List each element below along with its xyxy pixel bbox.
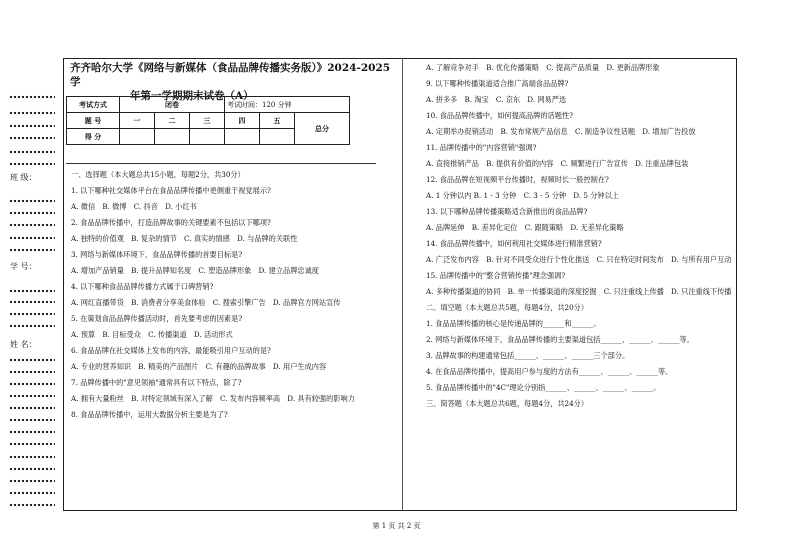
seal-line-dots [9,370,55,374]
seal-line-dots [9,382,55,386]
seal-line-dots [9,248,55,252]
exam-time: 考试时间：120 分钟 [225,97,350,113]
seal-line-dots [9,455,55,459]
options-text: A. 直接推销产品 B. 提供有价值的内容 C. 频繁进行广告宣传 D. 注重品牌包装 [426,159,689,168]
question-text: 11. 品牌传播中的"内容营销"强调? [426,143,537,152]
fill-question: 2. 网络与新媒体环境下，食品品牌传播的主要渠道包括______、______、______等。 [426,335,694,344]
part-3: 三 [190,113,225,129]
options-text: A. 拥有大量粉丝 B. 对特定领域有深入了解 C. 发布内容频率高 D. 具有较强的影响力 [71,394,355,403]
score-cell [155,129,190,145]
score-table [66,96,350,145]
options-text: A. 了解竞争对手 B. 优化传播策略 C. 提高产品质量 D. 更新品牌形象 [426,63,660,72]
question-text: 9. 以下哪种传播渠道适合推广高端食品品牌? [426,79,569,88]
seal-line-dots [9,430,55,434]
seal-line-dots [9,150,55,154]
exam-title-line2: 年第一学期期末试卷（A） [130,90,254,102]
options-text: A. 专业的营养知识 B. 精美的产品图片 C. 有趣的品牌故事 D. 用户生成内容 [71,362,327,371]
question-text: 13. 以下哪种品牌传播策略适合新推出的食品品牌? [426,207,588,216]
class-label: 班 级： [10,173,37,182]
seal-line-dots [9,111,55,115]
seal-line-dots [9,162,55,166]
seal-line-dots [9,442,55,446]
options-text: A. 独特的价值观 B. 复杂的情节 C. 真实的情感 D. 与品牌的关联性 [71,234,298,243]
seal-line-dots [9,491,55,495]
left-column [71,170,381,426]
header-rule [66,163,376,164]
question-text: 15. 品牌传播中的"整合营销传播"理念强调? [426,271,566,280]
part-1: 一 [120,113,155,129]
seal-line-dots [9,394,55,398]
seal-line-dots [9,95,55,99]
seal-line-dots [9,358,55,362]
student-id-label: 学 号： [10,262,37,271]
seal-line-dots [9,223,55,227]
seal-line-dots [9,406,55,410]
options-text: A. 拼多多 B. 淘宝 C. 京东 D. 网易严选 [426,95,567,104]
score-cell [225,129,260,145]
seal-line-dots [9,124,55,128]
question-text: 1. 以下哪种社交媒体平台在食品品牌传播中更侧重于视觉展示? [71,186,271,195]
seal-line-dots [9,418,55,422]
fill-question: 1. 食品品牌传播的核心是传递品牌的______和______。 [426,319,601,328]
options-text: A. 广泛发布内容 B. 针对不同受众进行个性化推送 C. 只在特定时间发布 D. 与所有用户互动 [426,255,732,264]
score-cell [190,129,225,145]
question-text: 3. 网络与新媒体环境下，食品品牌传播的首要目标是? [71,250,243,259]
seal-line-dots [9,312,55,316]
options-text: A. 增加产品销量 B. 提升品牌知名度 C. 塑造品牌形象 D. 建立品牌忠诚度 [71,266,319,275]
options-text: A. 品牌延伸 B. 差异化定位 C. 跟随策略 D. 无差异化策略 [426,223,624,232]
fill-question: 4. 在食品品牌传播中，提高用户参与度的方法有______、______、______等。 [426,367,673,376]
question-text: 6. 食品品牌在社交媒体上发布的内容，最能吸引用户互动的是? [71,346,271,355]
part-4: 四 [225,113,260,129]
exam-title-line1: 齐齐哈尔大学《网络与新媒体（食品品牌传播实务版）》2024-2025 学 [70,62,391,88]
question-text: 7. 品牌传播中的"意见领袖"通常具有以下特点，除了? [71,378,242,387]
name-label: 姓 名： [10,340,37,349]
options-text: A. 定期举办促销活动 B. 发布常规产品信息 C. 制造争议性话题 D. 增加广告投放 [426,127,696,136]
score-cell [120,129,155,145]
part-2: 二 [155,113,190,129]
part-5: 五 [260,113,295,129]
seal-line-dots [9,300,55,304]
column-divider [402,58,403,511]
fill-question: 3. 品牌故事的构建通常包括______、______、______三个部分。 [426,351,630,360]
section-fill-heading: 二、填空题（本大题总共5题，每题4分，共20分） [426,303,589,312]
question-text: 12. 食品品牌在短视频平台传播时，视频时长一般控制在? [426,175,609,184]
question-text: 10. 食品品牌传播中，如何提高品牌的话题性? [426,111,573,120]
seal-line-dots [9,289,55,293]
seal-line-dots [9,324,55,328]
seal-line-dots [9,199,55,203]
fill-question: 5. 食品品牌传播中的"4C"理论分别指______、______、______、______。 [426,383,661,392]
exam-type-value: 闭卷 [120,97,225,113]
exam-type-label: 考试方式 [67,97,120,113]
options-text: A. 网红直播带货 B. 消费者分享美食体验 C. 搜索引擎广告 D. 品牌官方网站宣传 [71,298,341,307]
seal-line-dots [9,211,55,215]
question-text: 14. 食品品牌传播中，如何利用社交媒体进行精准营销? [426,239,602,248]
options-text: A. 多种传播渠道的协同 B. 单一传播渠道的深度挖掘 C. 只注重线上传播 D. 只注重线下传播 [426,287,732,296]
question-no-label: 题 号 [67,113,120,129]
seal-line-dots [9,503,55,507]
options-text: A. 微信 B. 微博 C. 抖音 D. 小红书 [71,202,197,211]
options-text: A. 预算 B. 目标受众 C. 传播渠道 D. 活动形式 [71,330,233,339]
section-short-answer-heading: 三、简答题（本大题总共6题，每题4分，共24分） [426,399,589,408]
seal-line-dots [9,467,55,471]
page-footer: 第 1 页 共 2 页 [372,522,421,530]
section-choice-heading: 一、选择题（本大题总共15小题，每题2分，共30分） [71,170,245,179]
score-cell [260,129,295,145]
seal-line-dots [9,136,55,140]
right-column [426,63,736,415]
score-label: 得 分 [67,129,120,145]
question-text: 4. 以下哪种食品品牌传播方式属于口碑营销? [71,282,214,291]
question-text: 2. 食品品牌传播中，打造品牌故事的关键要素不包括以下哪项? [71,218,271,227]
options-text: A. 1 分钟以内 B. 1 - 3 分钟 C. 3 - 5 分钟 D. 5 分钟以上 [426,191,619,200]
question-text: 5. 在策划食品品牌传播活动时，首先要考虑的因素是? [71,314,243,323]
total-label: 总分 [295,113,350,145]
seal-line-dots [9,479,55,483]
seal-line-dots [9,236,55,240]
question-text: 8. 食品品牌传播中，运用大数据分析主要是为了? [71,410,228,419]
